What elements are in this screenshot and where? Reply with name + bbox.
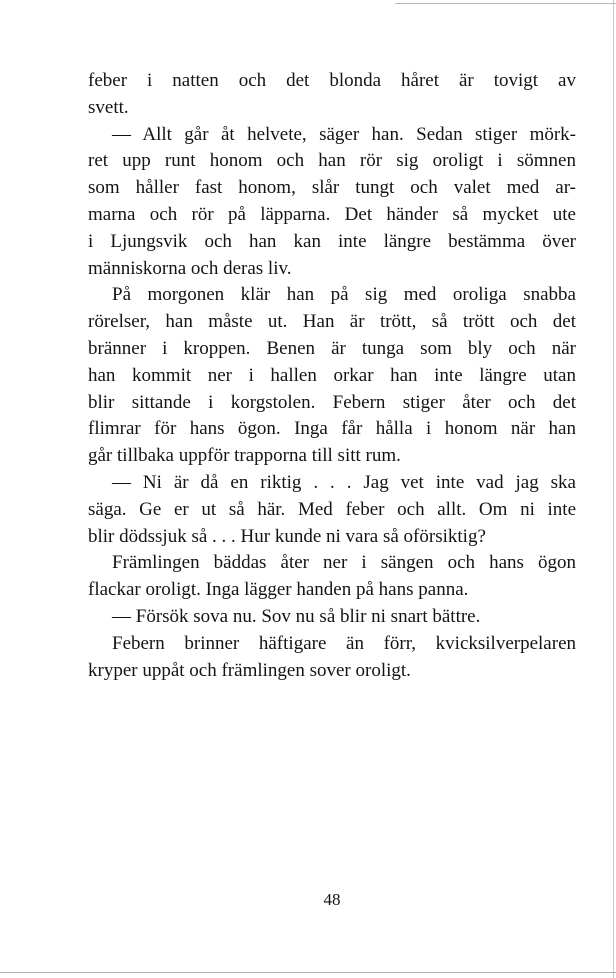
- scan-bottom-edge-line: [0, 972, 616, 973]
- text-line: — Allt går åt helvete, säger han. Sedan stiger mörk-: [112, 123, 576, 145]
- text-line: bränner i kroppen. Benen är tunga som bly och när: [88, 337, 576, 359]
- text-line: flackar oroligt. Inga lägger handen på hans panna.: [88, 579, 469, 601]
- text-line: blir dödssjuk så . . . Hur kunde ni vara så oförsiktig?: [88, 525, 486, 547]
- text-line: människorna och deras liv.: [88, 257, 292, 279]
- text-line: — Ni är då en riktig . . . Jag vet inte vad jag ska: [112, 471, 576, 493]
- page-number: 48: [323, 890, 341, 909]
- text-line: På morgonen klär han på sig med oroliga snabba: [112, 284, 576, 306]
- text-line: ret upp runt honom och han rör sig oroligt i sömnen: [88, 150, 576, 172]
- text-line: Främlingen bäddas åter ner i sängen och hans ögon: [112, 552, 576, 574]
- book-page-text: [88, 68, 576, 684]
- text-line: svett.: [88, 96, 129, 118]
- text-line: rörelser, han måste ut. Han är trött, så trött och det: [88, 311, 576, 333]
- text-line: feber i natten och det blonda håret är tovigt av: [88, 70, 576, 91]
- text-line: marna och rör på läpparna. Det händer så mycket ute: [88, 203, 576, 225]
- text-line: går tillbaka uppför trapporna till sitt rum.: [88, 445, 401, 467]
- text-line: Febern brinner häftigare än förr, kvicksilverpelaren: [112, 632, 576, 654]
- scan-top-edge-line: [395, 3, 616, 4]
- text-line: han kommit ner i hallen orkar han inte längre utan: [88, 364, 576, 386]
- text-line: i Ljungsvik och han kan inte längre bestämma över: [88, 230, 576, 252]
- scan-right-edge-line: [613, 0, 614, 978]
- text-line: kryper uppåt och främlingen sover oroligt.: [88, 659, 411, 681]
- text-line: blir sittande i korgstolen. Febern stiger åter och det: [88, 391, 576, 413]
- text-line: flimrar för hans ögon. Inga får hålla i honom när han: [88, 418, 576, 440]
- text-line: som håller fast honom, slår tungt och valet med ar-: [88, 177, 576, 199]
- text-line: — Försök sova nu. Sov nu så blir ni snart bättre.: [112, 605, 481, 627]
- text-line: säga. Ge er ut så här. Med feber och allt. Om ni inte: [88, 498, 576, 520]
